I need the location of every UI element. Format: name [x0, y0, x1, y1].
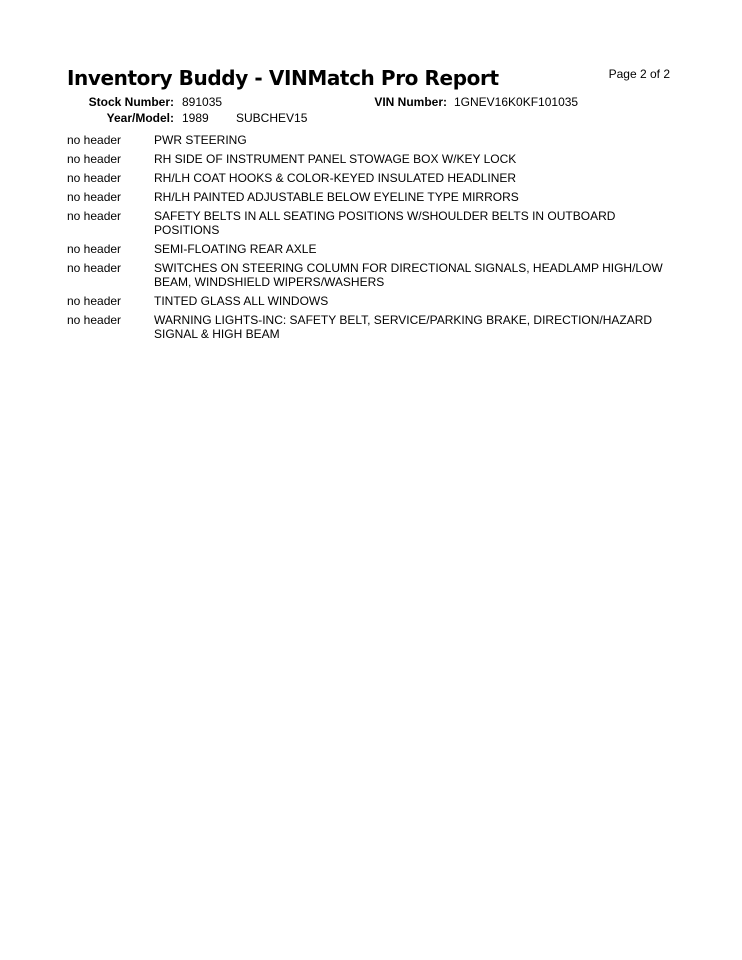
row-header: no header	[67, 171, 122, 185]
row-text: SEMI-FLOATING REAR AXLE	[154, 242, 317, 256]
list-item	[67, 294, 677, 308]
row-header: no header	[67, 133, 122, 147]
equipment-list	[67, 133, 677, 346]
list-item	[67, 261, 677, 289]
report-title: Inventory Buddy - VINMatch Pro Report	[67, 66, 499, 90]
row-header: no header	[67, 261, 122, 275]
list-item	[67, 152, 677, 166]
list-item	[67, 171, 677, 185]
row-header: no header	[67, 190, 122, 204]
list-item	[67, 242, 677, 256]
row-text: SWITCHES ON STEERING COLUMN FOR DIRECTIONAL SIGNALS, HEADLAMP HIGH/LOW BEAM, WINDSHIELD WIPERS/WASHERS	[154, 261, 663, 289]
row-text: RH/LH COAT HOOKS & COLOR-KEYED INSULATED HEADLINER	[154, 171, 517, 185]
year-value: 1989	[182, 111, 209, 125]
row-text: RH SIDE OF INSTRUMENT PANEL STOWAGE BOX W/KEY LOCK	[154, 152, 517, 166]
list-item	[67, 209, 677, 237]
vin-number-label: VIN Number:	[374, 95, 447, 109]
model-value: SUBCHEV15	[236, 111, 308, 125]
list-item	[67, 190, 677, 204]
list-item	[67, 313, 677, 341]
row-header: no header	[67, 242, 122, 256]
row-text: RH/LH PAINTED ADJUSTABLE BELOW EYELINE TYPE MIRRORS	[154, 190, 519, 204]
row-text: TINTED GLASS ALL WINDOWS	[154, 294, 329, 308]
row-header: no header	[67, 152, 122, 166]
row-header: no header	[67, 313, 122, 327]
row-text: WARNING LIGHTS-INC: SAFETY BELT, SERVICE/PARKING BRAKE, DIRECTION/HAZARD SIGNAL & HIGH BEAM	[154, 313, 653, 341]
vin-number-value: 1GNEV16K0KF101035	[454, 95, 579, 109]
year-model-label: Year/Model:	[106, 111, 174, 125]
row-text: SAFETY BELTS IN ALL SEATING POSITIONS W/SHOULDER BELTS IN OUTBOARD POSITIONS	[154, 209, 616, 237]
stock-number-label: Stock Number:	[88, 95, 174, 109]
stock-number-value: 891035	[182, 95, 223, 109]
row-header: no header	[67, 209, 122, 223]
row-text: PWR STEERING	[154, 133, 247, 147]
row-header: no header	[67, 294, 122, 308]
list-item	[67, 133, 677, 147]
page-number: Page 2 of 2	[608, 67, 670, 81]
